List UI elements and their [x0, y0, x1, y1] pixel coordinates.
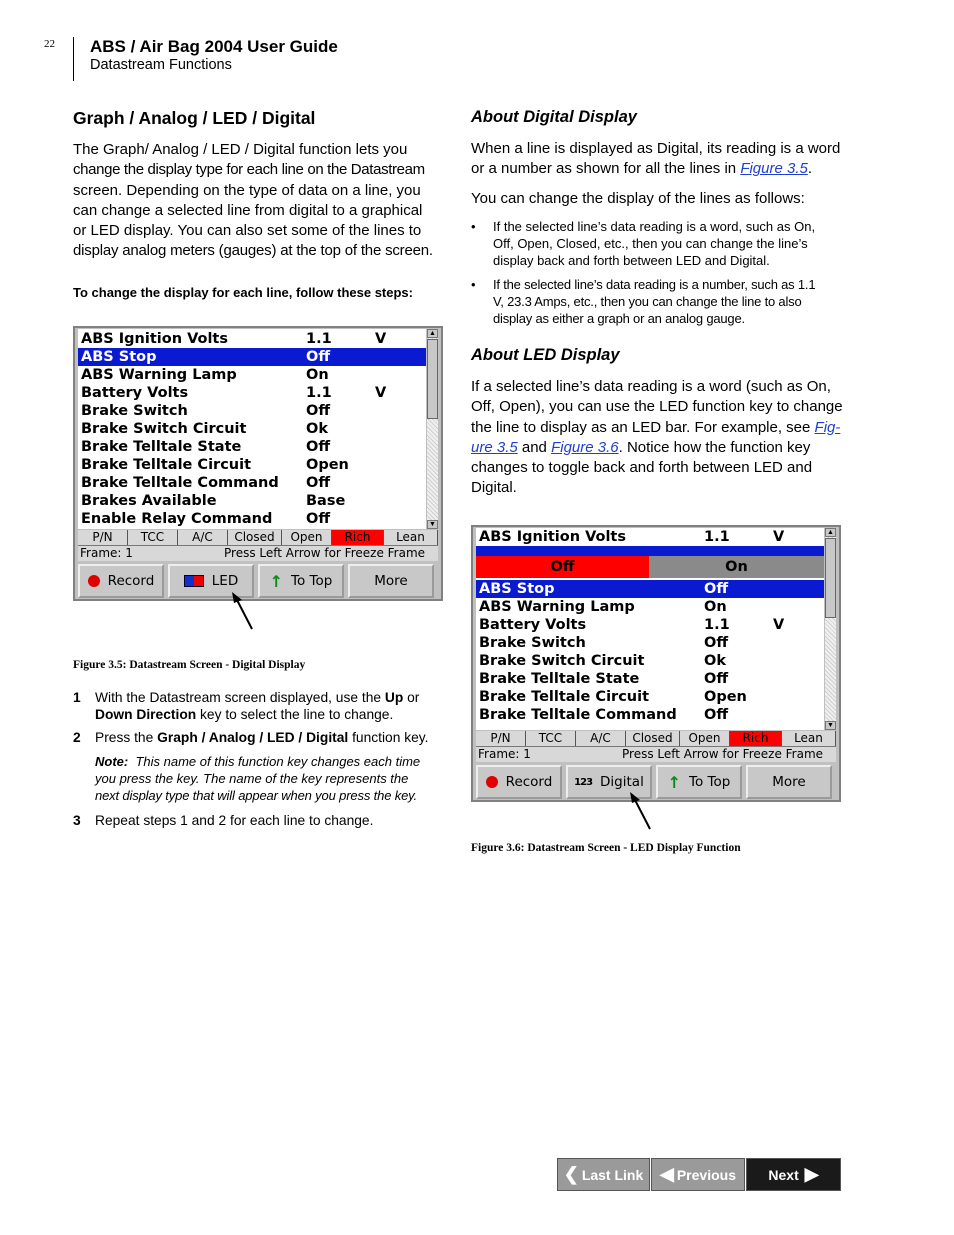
led-icon: [184, 575, 204, 587]
freeze-frame-hint: Press Left Arrow for Freeze Frame: [224, 546, 426, 560]
led-label: LED: [211, 573, 239, 589]
header-rule: [73, 37, 74, 81]
status-led-strip: [78, 530, 438, 545]
intro-line: The Graph/ Analog / LED / Digital function lets you: [73, 141, 408, 158]
datastream-list: [476, 528, 824, 730]
row-label: Brake Telltale Circuit: [479, 689, 650, 705]
datastream-row[interactable]: [78, 420, 426, 438]
scroll-thumb[interactable]: [427, 339, 438, 419]
next-button[interactable]: [746, 1158, 841, 1191]
paragraph-line: Off, Open), you can use the LED function key to change: [471, 398, 843, 416]
datastream-row[interactable]: [78, 438, 426, 456]
previous-arrow-icon: ◀: [660, 1164, 674, 1184]
status-led-tcc: TCC: [128, 530, 178, 545]
row-value: On: [704, 599, 727, 615]
datastream-row[interactable]: [78, 456, 426, 474]
guide-title: ABS / Air Bag 2004 User Guide: [90, 37, 338, 56]
figure-3-5-link[interactable]: Figure 3.5: [740, 160, 808, 178]
paragraph-line: ure 3.5 and Figure 3.6. Notice how the function key: [471, 438, 811, 456]
bullet-icon: •: [471, 277, 476, 292]
figure-3-5-link[interactable]: Fig-: [814, 418, 841, 436]
datastream-screen-digital: [73, 326, 443, 601]
row-value: Off: [306, 439, 331, 455]
row-value: Ok: [704, 653, 726, 669]
status-led-rich: Rich: [332, 530, 384, 545]
row-label: Brake Telltale Circuit: [81, 457, 252, 473]
step-number: 3: [73, 813, 81, 828]
bullet-item: If the selected line’s data reading is a number, such as 1.1 V, 23.3 Amps, etc., then you can change the line to also display as either a graph or an analog gauge.: [493, 277, 816, 327]
row-value: 1.1: [306, 331, 332, 347]
intro-paragraph: [73, 140, 445, 262]
status-led-open: Open: [680, 731, 730, 746]
scroll-up-icon[interactable]: ▲: [427, 329, 438, 338]
step-number: 1: [73, 690, 81, 705]
status-led-closed: Closed: [228, 530, 282, 545]
datastream-row[interactable]: [78, 474, 426, 492]
more-label: More: [772, 774, 806, 790]
back-arrow-icon: ❮: [563, 1164, 579, 1184]
section-subtitle: Datastream Functions: [90, 57, 232, 73]
intro-line: display analog meters (gauges) at the top of the screen.: [73, 242, 433, 260]
frame-number: Frame: 1: [478, 747, 531, 761]
row-unit: V: [375, 385, 387, 401]
scrollbar[interactable]: [427, 329, 438, 529]
row-value: Off: [306, 349, 331, 365]
row-label: ABS Warning Lamp: [81, 367, 237, 383]
row-value: Open: [704, 689, 747, 705]
row-value: Off: [306, 511, 331, 527]
paragraph-line: Digital.: [471, 479, 517, 497]
digital-heading: About Digital Display: [471, 108, 637, 126]
led-heading: About LED Display: [471, 346, 620, 364]
status-led-strip: [476, 731, 836, 746]
figure-3-6-link[interactable]: Figure 3.6: [551, 438, 619, 456]
row-label: Brake Switch: [81, 403, 188, 419]
note: Note: This name of this function key changes each time you press the key. The name of the key represents the next display type that will appear when you press the key.: [95, 754, 421, 803]
last-link-label: Last Link: [581, 1166, 644, 1183]
datastream-row[interactable]: [476, 688, 824, 706]
step-text: Press the Graph / Analog / LED / Digital function key.: [95, 730, 429, 745]
scroll-down-icon[interactable]: ▼: [825, 721, 836, 730]
to-top-button[interactable]: [656, 765, 742, 799]
intro-line: change the display type for each line on the Datastream: [73, 161, 425, 179]
datastream-row[interactable]: [476, 670, 824, 688]
datastream-row[interactable]: [78, 384, 426, 402]
status-led-rich: Rich: [730, 731, 782, 746]
step-text: With the Datastream screen displayed, use the Up or Down Direction key to select the line to change.: [95, 690, 420, 722]
row-value: Off: [306, 403, 331, 419]
pointer-arrow-icon: [228, 590, 258, 632]
row-value: Open: [306, 457, 349, 473]
steps-list: [73, 689, 445, 839]
frame-status: [476, 746, 836, 762]
row-label: ABS Warning Lamp: [479, 599, 635, 615]
datastream-row[interactable]: [78, 348, 426, 366]
row-label: Brake Telltale Command: [479, 707, 677, 723]
row-value: Off: [306, 475, 331, 491]
datastream-row[interactable]: [78, 492, 426, 510]
scrollbar[interactable]: [825, 528, 836, 730]
datastream-row[interactable]: [476, 652, 824, 670]
row-label: ABS Ignition Volts: [81, 331, 228, 347]
digital-icon: 123: [574, 776, 593, 788]
previous-button[interactable]: [651, 1158, 745, 1191]
paragraph-line: When a line is displayed as Digital, its reading is a word: [471, 140, 841, 157]
datastream-row[interactable]: [476, 580, 824, 598]
datastream-row[interactable]: [476, 598, 824, 616]
datastream-row[interactable]: [78, 402, 426, 420]
step-text: Repeat steps 1 and 2 for each line to change.: [95, 813, 374, 828]
row-label: Brakes Available: [81, 493, 217, 509]
to-top-label: To Top: [291, 573, 333, 589]
row-unit: V: [773, 617, 785, 633]
instruction-text: To change the display for each line, follow these steps:: [73, 285, 413, 300]
record-icon: [88, 575, 100, 587]
record-label: Record: [107, 573, 155, 589]
row-label: ABS Stop: [81, 349, 157, 365]
freeze-frame-hint: Press Left Arrow for Freeze Frame: [622, 747, 824, 761]
datastream-row[interactable]: [78, 510, 426, 528]
status-led-ac: A/C: [576, 731, 626, 746]
row-unit: V: [375, 331, 387, 347]
row-value: Base: [306, 493, 346, 509]
status-led-open: Open: [282, 530, 332, 545]
section-heading: Graph / Analog / LED / Digital: [73, 108, 316, 128]
record-label: Record: [505, 774, 553, 790]
row-value: 1.1: [704, 617, 730, 633]
figure-caption: Figure 3.5: Datastream Screen - Digital Display: [73, 659, 306, 671]
frame-number: Frame: 1: [80, 546, 133, 560]
up-arrow-icon: ↑: [269, 571, 284, 591]
scroll-up-icon[interactable]: ▲: [825, 528, 836, 537]
status-led-lean: Lean: [384, 530, 438, 545]
row-label: ABS Stop: [479, 581, 555, 597]
row-label: Brake Switch Circuit: [479, 653, 645, 669]
to-top-button[interactable]: [258, 564, 344, 598]
row-label: Brake Switch Circuit: [81, 421, 247, 437]
more-button[interactable]: [348, 564, 434, 598]
row-value: On: [306, 367, 329, 383]
record-icon: [486, 776, 498, 788]
record-button[interactable]: [476, 765, 562, 799]
figure-caption: Figure 3.6: Datastream Screen - LED Display Function: [471, 842, 741, 854]
status-led-closed: Closed: [626, 731, 680, 746]
row-label: Brake Switch: [479, 635, 586, 651]
led-row-header: [476, 546, 824, 556]
led-off-segment: Off: [476, 556, 649, 578]
row-label: Brake Telltale State: [479, 671, 640, 687]
intro-line: can change a selected line from digital to a graphical: [73, 201, 423, 219]
scroll-thumb[interactable]: [825, 538, 836, 618]
datastream-list: [78, 329, 426, 529]
row-label: Battery Volts: [81, 385, 189, 401]
row-value: Off: [704, 635, 729, 651]
led-bar: [476, 556, 824, 578]
status-led-pn: P/N: [476, 731, 526, 746]
last-link-button[interactable]: [557, 1158, 650, 1191]
led-paragraph: [471, 377, 843, 499]
datastream-row[interactable]: [476, 616, 824, 634]
status-led-tcc: TCC: [526, 731, 576, 746]
previous-label: Previous: [676, 1166, 736, 1183]
row-value: Off: [704, 707, 729, 723]
page-number: 22: [44, 38, 55, 50]
bullet-icon: •: [471, 219, 476, 234]
row-value: 1.1: [306, 385, 332, 401]
digital-label: Digital: [600, 774, 644, 790]
more-label: More: [374, 573, 408, 589]
row-value: Ok: [306, 421, 328, 437]
datastream-row[interactable]: ABS Ignition Volts 1.1 V: [479, 529, 785, 545]
step-number: 2: [73, 730, 81, 745]
paragraph-line: the line to display as an LED bar. For example, see Fig-: [471, 418, 841, 436]
paragraph-line: If a selected line’s data reading is a word (such as On,: [471, 378, 831, 395]
row-label: Enable Relay Command: [81, 511, 273, 527]
next-label: Next: [768, 1166, 799, 1183]
change-display-text: You can change the display of the lines as follows:: [471, 190, 805, 207]
record-button[interactable]: [78, 564, 164, 598]
status-led-ac: A/C: [178, 530, 228, 545]
led-on-segment: On: [649, 556, 824, 578]
next-arrow-icon: ▶: [804, 1164, 819, 1184]
figure-3-5-link[interactable]: ure 3.5: [471, 438, 518, 456]
row-label: Battery Volts: [479, 617, 587, 633]
digital-paragraph: [471, 139, 843, 180]
bullet-list: [471, 218, 843, 328]
row-label: Brake Telltale Command: [81, 475, 279, 491]
scroll-down-icon[interactable]: ▼: [427, 520, 438, 529]
frame-status: [78, 545, 438, 561]
datastream-row[interactable]: [476, 634, 824, 652]
datastream-row[interactable]: [476, 706, 824, 724]
row-value: Off: [704, 581, 729, 597]
paragraph-line: changes to toggle back and forth between LED and: [471, 459, 813, 477]
to-top-label: To Top: [689, 774, 731, 790]
paragraph-line: or a number as shown for all the lines in Figure 3.5.: [471, 160, 813, 178]
more-button[interactable]: [746, 765, 832, 799]
datastream-screen-led: [471, 525, 841, 802]
intro-line: or LED display. You can also set some of the lines to: [73, 222, 422, 240]
row-label: Brake Telltale State: [81, 439, 242, 455]
pointer-arrow-icon: [626, 790, 656, 832]
bullet-item: If the selected line’s data reading is a word, such as On, Off, Open, Closed, etc., then you can change the line’s display back and forth between LED and Digital.: [493, 219, 816, 269]
status-led-pn: P/N: [78, 530, 128, 545]
up-arrow-icon: ↑: [667, 772, 682, 792]
intro-line: screen. Depending on the type of data on a line, you: [73, 181, 421, 199]
status-led-lean: Lean: [782, 731, 836, 746]
datastream-row[interactable]: [78, 330, 426, 348]
datastream-row[interactable]: [78, 366, 426, 384]
row-value: Off: [704, 671, 729, 687]
